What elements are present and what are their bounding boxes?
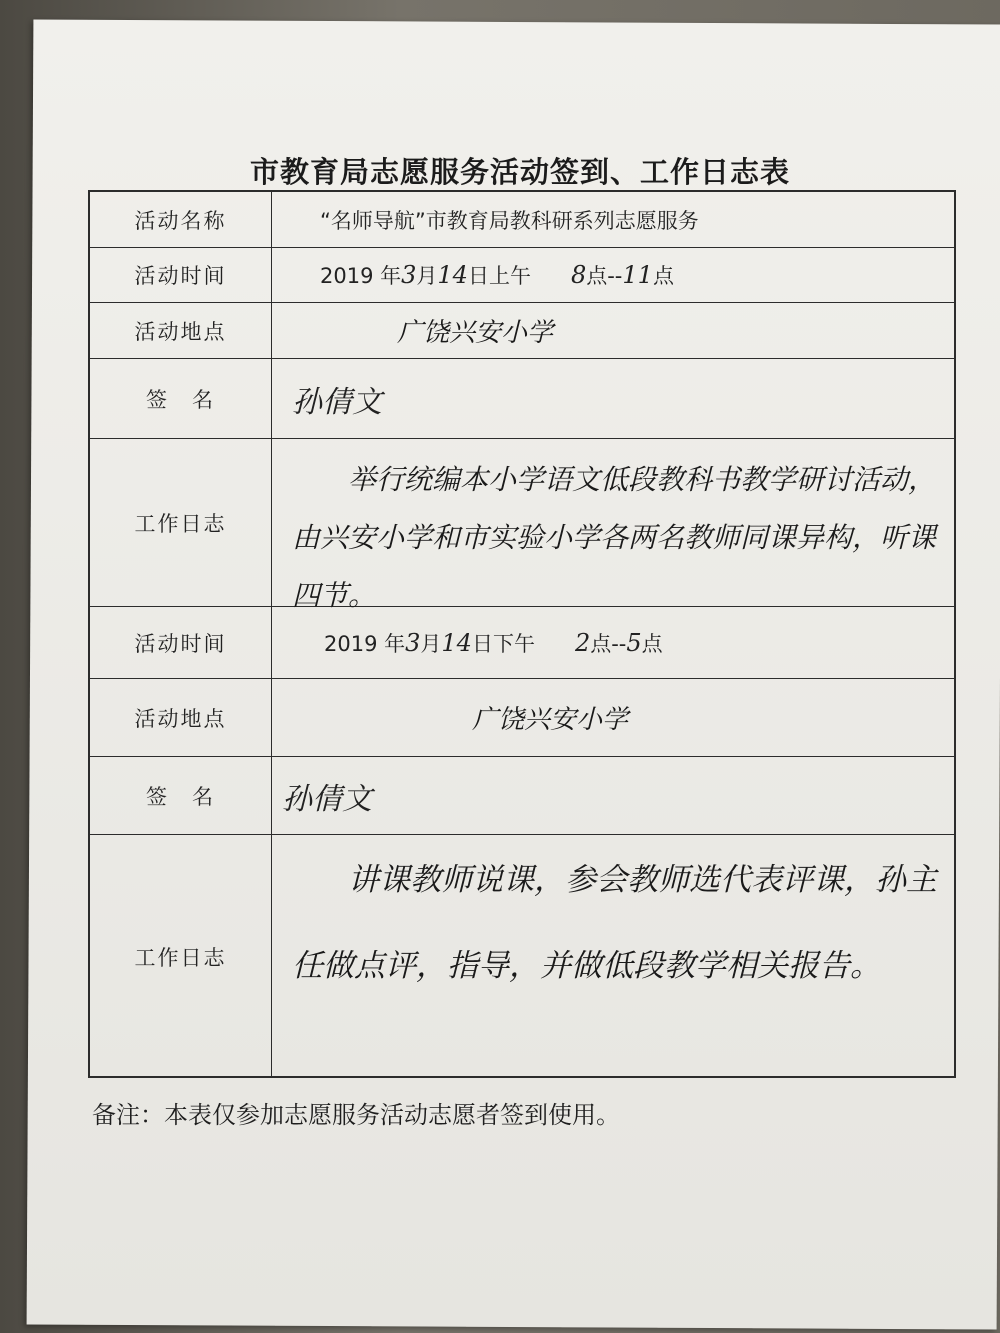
row-activity-name — [90, 192, 954, 248]
row-location-pm — [90, 679, 954, 757]
time-start: 8 — [570, 261, 587, 289]
time-month-unit-pm: 月 — [420, 631, 442, 656]
work-log-pm: 讲课教师说课，参会教师选代表评课，孙主任做点评，指导，并做低段教学相关报告。 — [292, 862, 937, 984]
time-mid: 点-- — [586, 264, 623, 288]
row-work-log-pm — [90, 835, 954, 1078]
time-day-unit: 日上午 — [467, 264, 531, 288]
row-activity-time-am — [90, 248, 954, 303]
label-work-log-pm: 工作日志 — [90, 835, 272, 1078]
signature-am: 孙倩文 — [292, 384, 382, 420]
label-signature: 签 名 — [90, 359, 272, 438]
time-month: 3 — [401, 261, 417, 289]
time-day-pm: 14 — [441, 628, 472, 657]
time-year: 2019 年 — [320, 264, 402, 288]
time-month-unit: 月 — [416, 264, 438, 288]
label-signature-pm: 签 名 — [90, 757, 272, 834]
label-activity-time-pm: 活动时间 — [90, 607, 272, 678]
label-activity-name: 活动名称 — [90, 192, 272, 247]
signature-pm: 孙倩文 — [282, 781, 372, 817]
time-start-pm: 2 — [574, 628, 591, 657]
time-month-pm: 3 — [405, 628, 421, 657]
form-title: 市教育局志愿服务活动签到、工作日志表 — [249, 155, 790, 189]
time-day: 14 — [437, 261, 468, 289]
row-activity-time-pm — [90, 607, 954, 679]
label-work-log: 工作日志 — [90, 439, 272, 606]
footnote: 备注：本表仅参加志愿服务活动志愿者签到使用。 — [92, 1101, 620, 1129]
signin-log-table — [88, 190, 956, 1078]
label-location: 活动地点 — [90, 303, 272, 358]
activity-name-value: “名师导航”市教育局教科研系列志愿服务 — [320, 208, 699, 233]
time-day-unit-pm: 日下午 — [471, 631, 535, 656]
time-mid-pm: 点-- — [590, 631, 627, 656]
time-end: 11 — [622, 261, 653, 289]
time-year-pm: 2019 年 — [324, 631, 406, 656]
label-location-pm: 活动地点 — [90, 679, 272, 756]
time-end-unit: 点 — [652, 264, 674, 288]
label-activity-time: 活动时间 — [90, 248, 272, 302]
row-signature-pm — [90, 757, 954, 835]
row-location-am — [90, 303, 954, 359]
work-log-am: 举行统编本小学语文低段教科书教学研讨活动，由兴安小学和市实验小学各两名教师同课异构，听课四节。 — [292, 463, 937, 612]
row-work-log-am — [90, 439, 954, 612]
time-end-unit-pm: 点 — [641, 631, 663, 656]
time-end-pm: 5 — [626, 628, 642, 657]
location-pm-value: 广饶兴安小学 — [472, 705, 629, 735]
location-am-value: 广饶兴安小学 — [397, 318, 554, 348]
activity-time-pm-value — [272, 607, 954, 678]
row-signature-am — [90, 359, 954, 439]
activity-time-am-value — [272, 248, 954, 302]
